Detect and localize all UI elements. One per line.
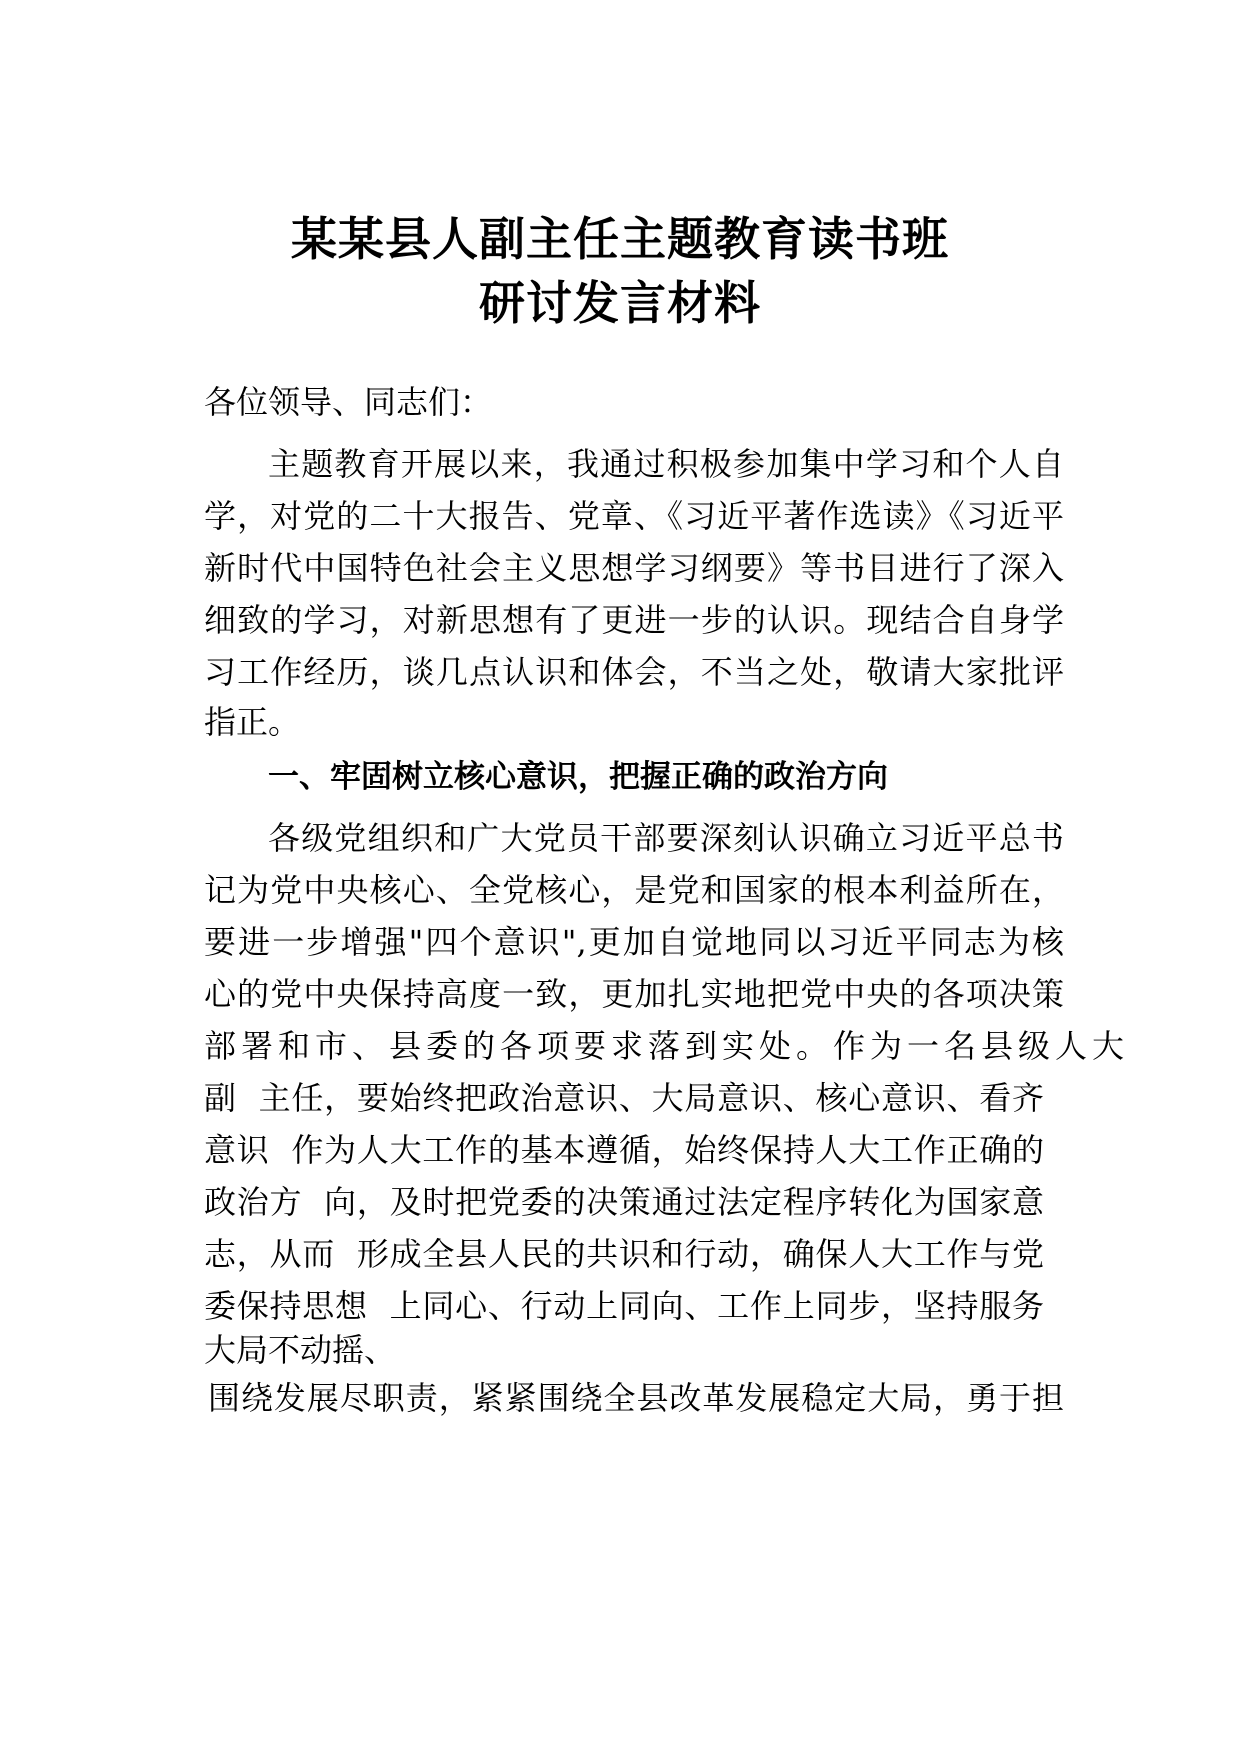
salutation: 各位领导、同志们：: [204, 383, 493, 421]
paragraph-2-line-5: 部署和市、县委的各项要求落到实处。作为一名县级人大: [204, 1027, 1130, 1065]
paragraph-2-line-4: 心的党中央保持高度一致，更加扎实地把党中央的各项决策: [204, 975, 1064, 1013]
paragraph-2-line-10: 委保持思想 上同心、行动上同向、工作上同步，坚持服务: [204, 1287, 1044, 1325]
paragraph-2-line-7: 意识 作为人大工作的基本遵循，始终保持人大工作正确的: [204, 1131, 1044, 1169]
paragraph-1-line-2: 学，对党的二十大报告、党章、《习近平著作选读》《习近平: [204, 497, 1064, 535]
paragraph-2-line-2: 记为党中央核心、全党核心，是党和国家的根本利益所在，: [204, 871, 1064, 909]
paragraph-1-line-4: 细致的学习，对新思想有了更进一步的认识。现结合自身学: [204, 601, 1064, 639]
section-1-heading: 一、牢固树立核心意识，把握正确的政治方向: [268, 759, 888, 795]
paragraph-2-line-8: 政治方 向，及时把党委的决策通过法定程序转化为国家意: [204, 1183, 1044, 1221]
paragraph-2-line-1: 各级党组织和广大党员干部要深刻认识确立习近平总书: [268, 819, 1064, 857]
paragraph-2-line-6: 副 主任，要始终把政治意识、大局意识、核心意识、看齐: [204, 1079, 1044, 1117]
paragraph-1-line-3: 新时代中国特色社会主义思想学习纲要》等书目进行了深入: [204, 549, 1064, 587]
paragraph-1-line-1: 主题教育开展以来，我通过积极参加集中学习和个人自: [268, 445, 1064, 483]
paragraph-2-line-12: 围绕发展尽职责，紧紧围绕全县改革发展稳定大局，勇于担: [208, 1379, 1064, 1417]
paragraph-2-line-9: 志，从而 形成全县人民的共识和行动，确保人大工作与党: [204, 1235, 1044, 1273]
paragraph-2-line-11: 大局不动摇、: [204, 1331, 397, 1369]
paragraph-1-line-6: 指正。: [204, 703, 301, 741]
paragraph-1-line-5: 习工作经历，谈几点认识和体会，不当之处，敬请大家批评: [204, 653, 1064, 691]
paragraph-2-line-3: 要进一步增强"四个意识",更加自觉地同以习近平同志为核: [204, 923, 1064, 961]
document-title-line-2: 研讨发言材料: [479, 276, 761, 330]
document-title-line-1: 某某县人副主任主题教育读书班: [291, 212, 949, 266]
